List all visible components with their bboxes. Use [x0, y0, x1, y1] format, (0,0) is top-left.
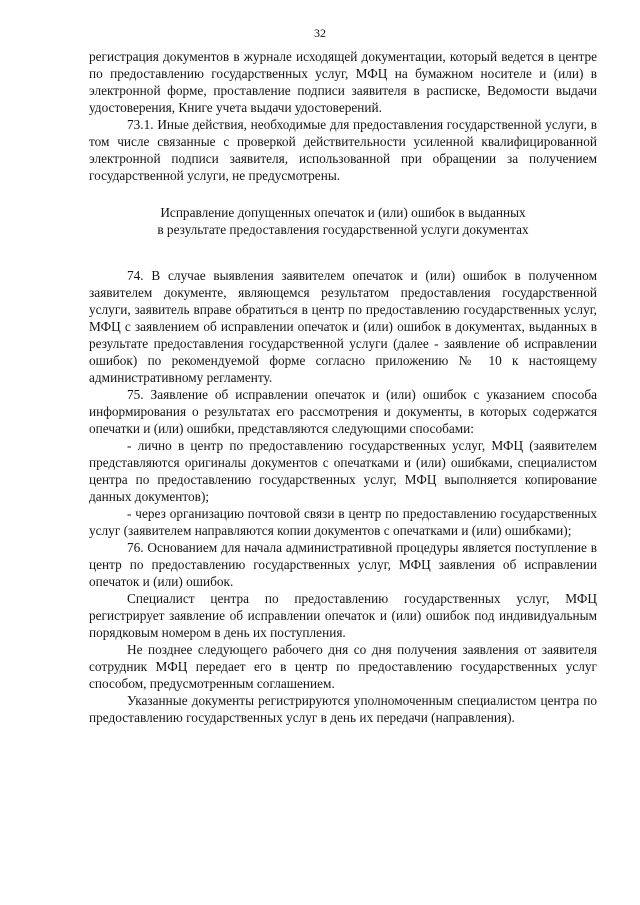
page-number: 32 — [314, 26, 326, 40]
page-content — [89, 48, 597, 726]
paragraph-74: 74. В случае выявления заявителем опечаток и (или) ошибок в полученном заявителем документе, являющемся результатом предоставления государственной услуги, заявитель вправе обратиться в центр по предоставлению государственных услуг, МФЦ с заявлением об исправлении опечаток и (или) ошибок в документах, выданных в результате предоставления государственной услуги (далее - заявление об исправлении ошибок) по рекомендуемой форме согласно приложению № 10 к настоящему административному регламенту. — [89, 268, 597, 385]
section-heading-line1: Исправление допущенных опечаток и (или) ошибок в выданных — [160, 205, 526, 220]
paragraph-transfer-deadline: Не позднее следующего рабочего дня со дня получения заявления от заявителя сотрудник МФЦ передает его в центр по предоставлению государственных услуг способом, предусмотренным соглашением. — [89, 642, 597, 691]
section-heading — [89, 204, 597, 238]
paragraph-75-list-item-in-person: - лично в центр по предоставлению государственных услуг, МФЦ (заявителем представляются оригиналы документов с опечатками и (или) ошибками, специалистом центра по предоставлению государственных услуг, МФЦ выполняется копирование данных документов); — [89, 438, 597, 504]
section-heading-line2: в результате предоставления государственной услуги документах — [157, 222, 529, 237]
paragraph-75-list-item-mail: - через организацию почтовой связи в центр по предоставлению государственных услуг (заявителем направляются копии документов с опечатками и (или) ошибками); — [89, 506, 597, 538]
paragraph-continuation: регистрация документов в журнале исходящей документации, который ведется в центре по предоставлению государственных услуг, МФЦ на бумажном носителе и (или) в электронной форме, проставление подписи заявителя в расписке, Ведомости выдачи удостоверения, Книге учета выдачи удостоверений. — [89, 49, 597, 115]
paragraph-registration: Специалист центра по предоставлению государственных услуг, МФЦ регистрирует заявление об исправлении опечаток и (или) ошибок под индивидуальным порядковым номером в день их поступления. — [89, 591, 597, 640]
paragraph-75: 75. Заявление об исправлении опечаток и (или) ошибок с указанием способа информирования о результатах его рассмотрения и документы, в которых содержатся опечатки и (или) ошибки, представляются следующими способами: — [89, 387, 597, 436]
paragraph-documents-registration: Указанные документы регистрируются уполномоченным специалистом центра по предоставлению государственных услуг в день их передачи (направления). — [89, 693, 597, 725]
paragraph-76: 76. Основанием для начала административной процедуры является поступление в центр по предоставлению государственных услуг, МФЦ заявления об исправлении опечаток и (или) ошибок. — [89, 540, 597, 589]
paragraph-73-1: 73.1. Иные действия, необходимые для предоставления государственной услуги, в том числе связанные с проверкой действительности усиленной квалифицированной электронной подписи заявителя, использованной при обращении за получением государственной услуги, не предусмотрены. — [89, 117, 597, 183]
